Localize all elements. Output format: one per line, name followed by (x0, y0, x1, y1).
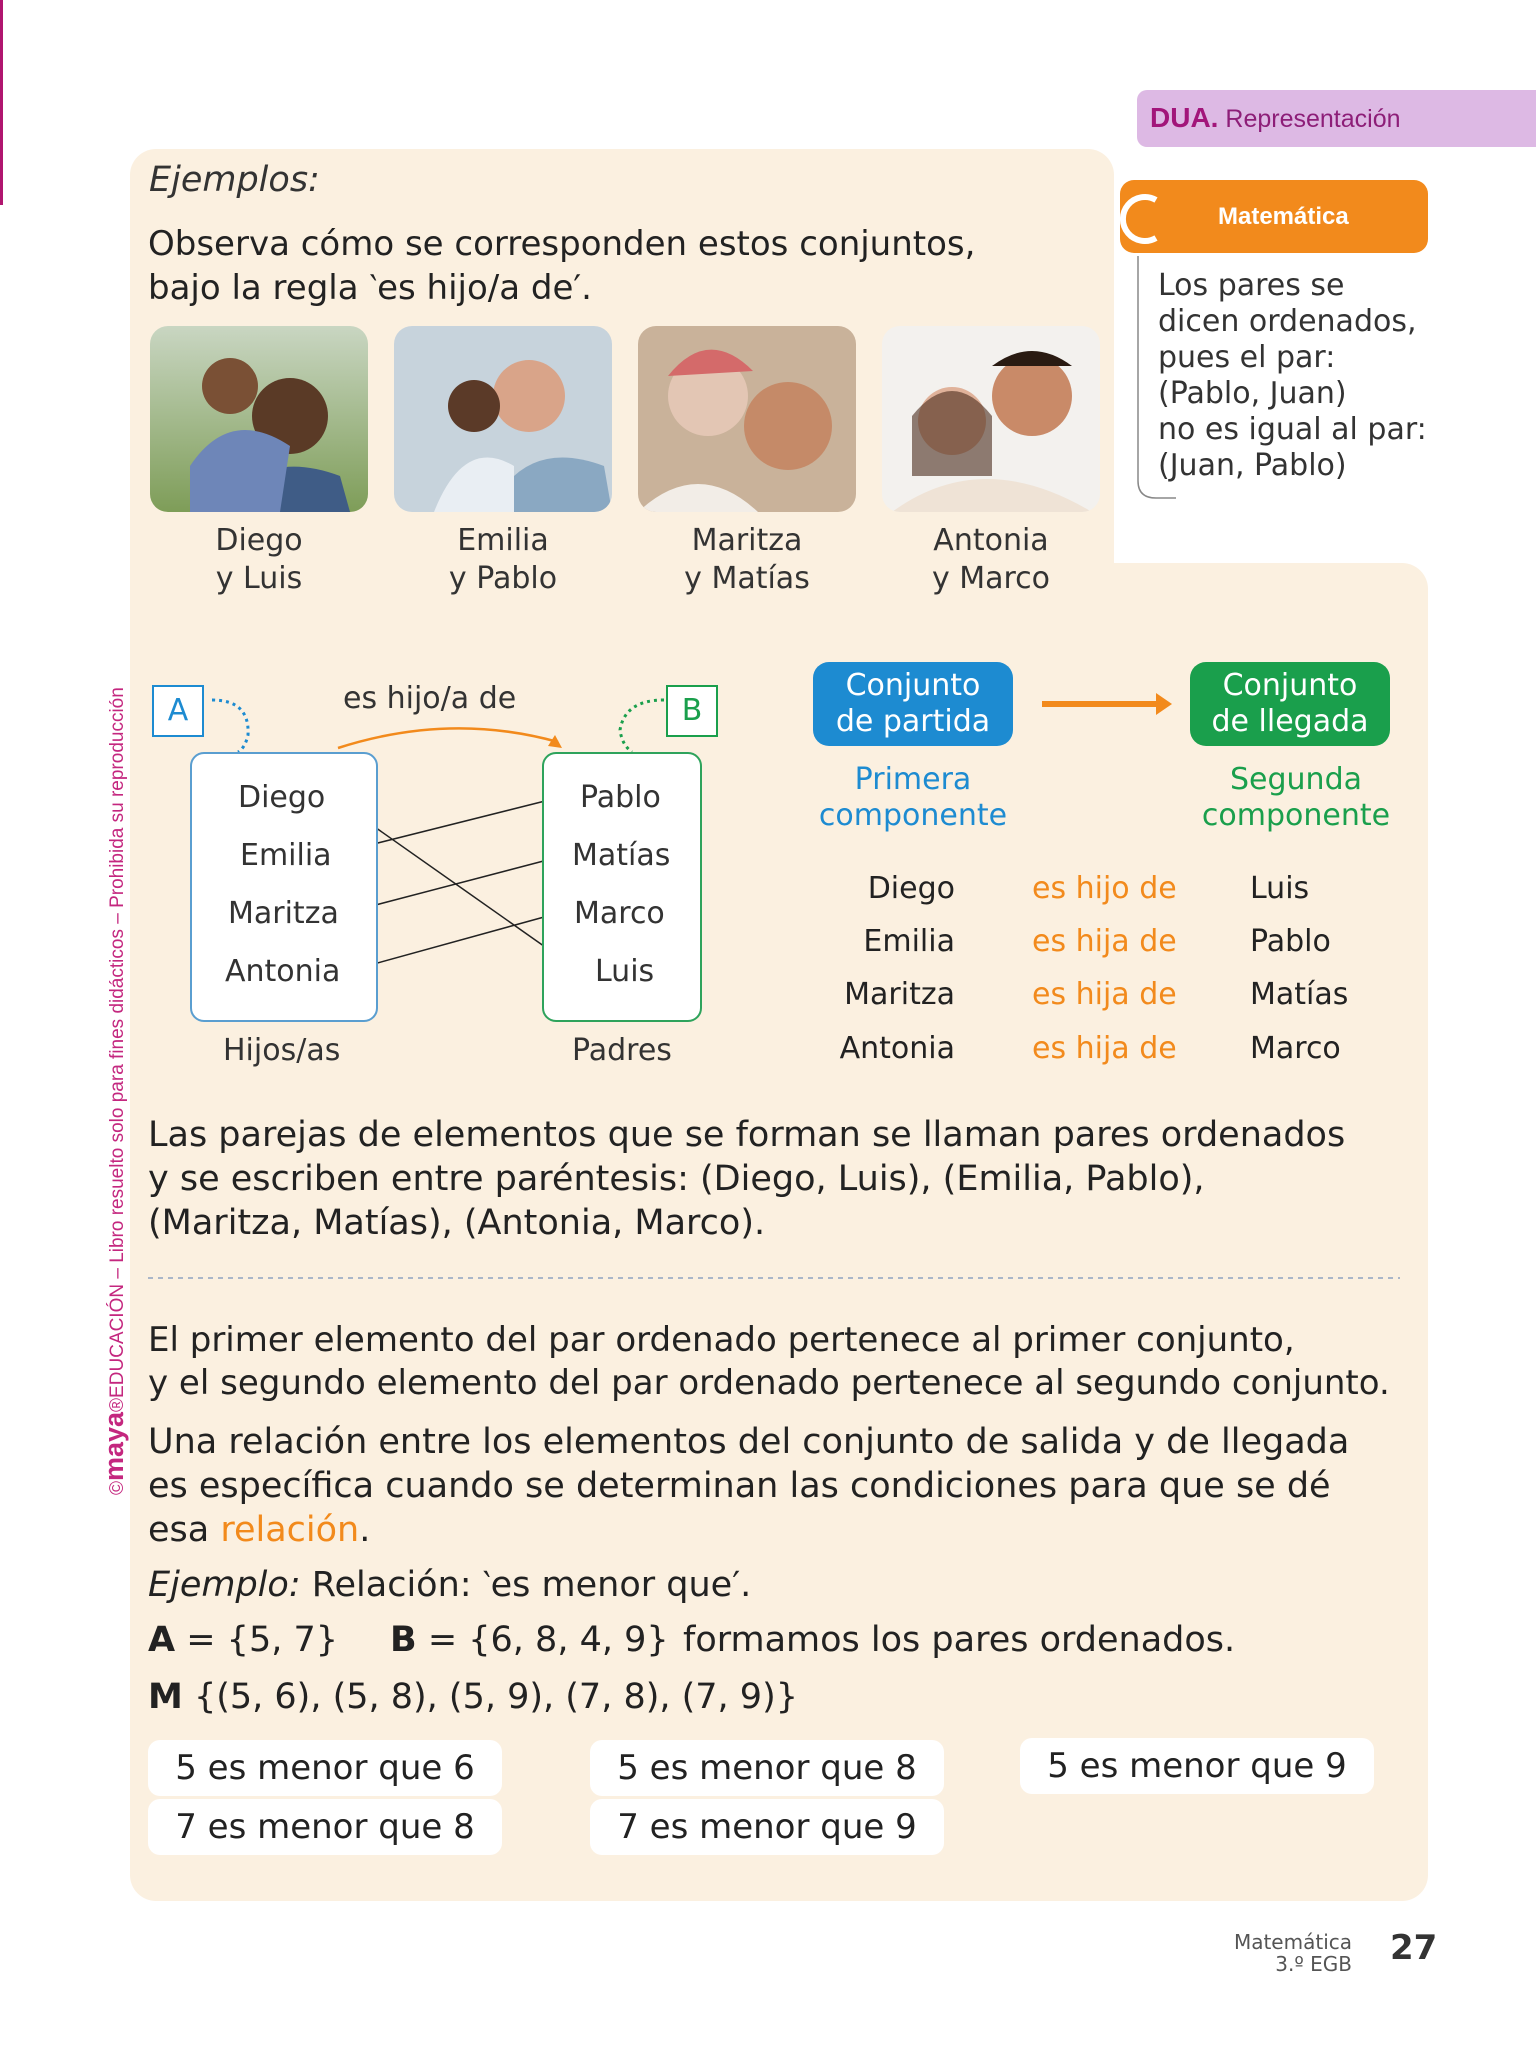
set-b-caption: Padres (572, 1033, 672, 1068)
set-a-item: Maritza (228, 896, 339, 931)
start-set-pill: Conjunto de partida (813, 662, 1013, 746)
comparison-chip: 7 es menor que 9 (590, 1799, 944, 1855)
pair-right: Marco (1250, 1031, 1341, 1066)
rule-paragraph: El primer elemento del par ordenado pertenece al primer conjunto, y el segundo elemento del par ordenado pertenece al segundo conjunto. (148, 1320, 1390, 1403)
set-b-label: B (666, 685, 718, 737)
set-a-label: A (152, 685, 204, 737)
set-a-caption: Hijos/as (223, 1033, 341, 1068)
page-number: 27 (1390, 1928, 1438, 1968)
pair-right: Matías (1250, 977, 1349, 1012)
pair-left: Maritza (844, 977, 955, 1012)
ordered-pairs-paragraph: Las parejas de elementos que se forman se llaman pares ordenados y se escriben entre paréntesis: (Diego, Luis), (Emilia, Pablo), (Maritza, Matías), (Antonia, Marco). (148, 1115, 1346, 1243)
dua-label: DUA. Representación (1150, 102, 1401, 133)
set-a-item: Emilia (240, 838, 332, 873)
set-b-definition: B = {6, 8, 4, 9} (390, 1620, 669, 1660)
comparison-chip: 5 es menor que 9 (1020, 1738, 1374, 1794)
end-set-pill: Conjunto de llegada (1190, 662, 1390, 746)
examples-intro: Observa cómo se corresponden estos conjuntos, bajo la regla ‵es hijo/a de′. (148, 224, 976, 308)
pair-relation: es hija de (1032, 977, 1177, 1012)
photo-caption-3: Maritza y Matías (684, 523, 810, 596)
set-b-item: Pablo (580, 780, 661, 815)
second-component-label: Segunda componente (1201, 762, 1391, 833)
pair-right: Pablo (1250, 924, 1331, 959)
example-line: Ejemplo: Relación: ‵es menor que′. (148, 1565, 752, 1605)
note-text: Los pares se dicen ordenados, pues el par: (Pablo, Juan) no es igual al par: (Juan, Pablo) (1158, 268, 1427, 483)
pair-right: Luis (1250, 871, 1310, 906)
pair-relation: es hija de (1032, 924, 1177, 959)
relation-paragraph: Una relación entre los elementos del conjunto de salida y de llegada es específica cuando se determinan las condiciones para que se dé esa relación. (148, 1422, 1350, 1550)
set-a-item: Antonia (225, 954, 341, 989)
note-label: Matemática (1218, 203, 1349, 230)
comparison-chip: 7 es menor que 8 (148, 1799, 502, 1855)
photo-caption-2: Emilia y Pablo (448, 523, 558, 596)
pair-left: Emilia (863, 924, 955, 959)
examples-title: Ejemplos: (149, 160, 320, 200)
pair-left: Antonia (839, 1031, 955, 1066)
set-b-item: Marco (574, 896, 665, 931)
pair-relation: es hija de (1032, 1031, 1177, 1066)
set-b-item: Matías (572, 838, 671, 873)
relation-highlight: relación (220, 1510, 360, 1550)
set-a-definition: A = {5, 7} (148, 1620, 338, 1660)
photo-caption-1: Diego y Luis (215, 523, 303, 596)
photo-caption-4: Antonia y Marco (931, 523, 1051, 596)
set-b-item: Luis (595, 954, 655, 989)
pair-left: Diego (867, 871, 955, 906)
relation-m-set: M {(5, 6), (5, 8), (5, 9), (7, 8), (7, 9)} (148, 1677, 798, 1717)
side-copyright-text: ©maya®EDUCACIÓN – Libro resuelto solo para fines didácticos – Prohibida su reproducción (99, 687, 129, 1495)
pairs-note: formamos los pares ordenados. (683, 1620, 1236, 1660)
footer-subject: Matemática 3.º EGB (1233, 1930, 1352, 1976)
comparison-chip: 5 es menor que 6 (148, 1740, 502, 1796)
comparison-chip: 5 es menor que 8 (590, 1740, 944, 1796)
set-a-item: Diego (238, 780, 326, 815)
pair-relation: es hijo de (1032, 871, 1177, 906)
first-component-label: Primera componente (818, 762, 1008, 833)
relation-label: es hijo/a de (343, 681, 517, 716)
